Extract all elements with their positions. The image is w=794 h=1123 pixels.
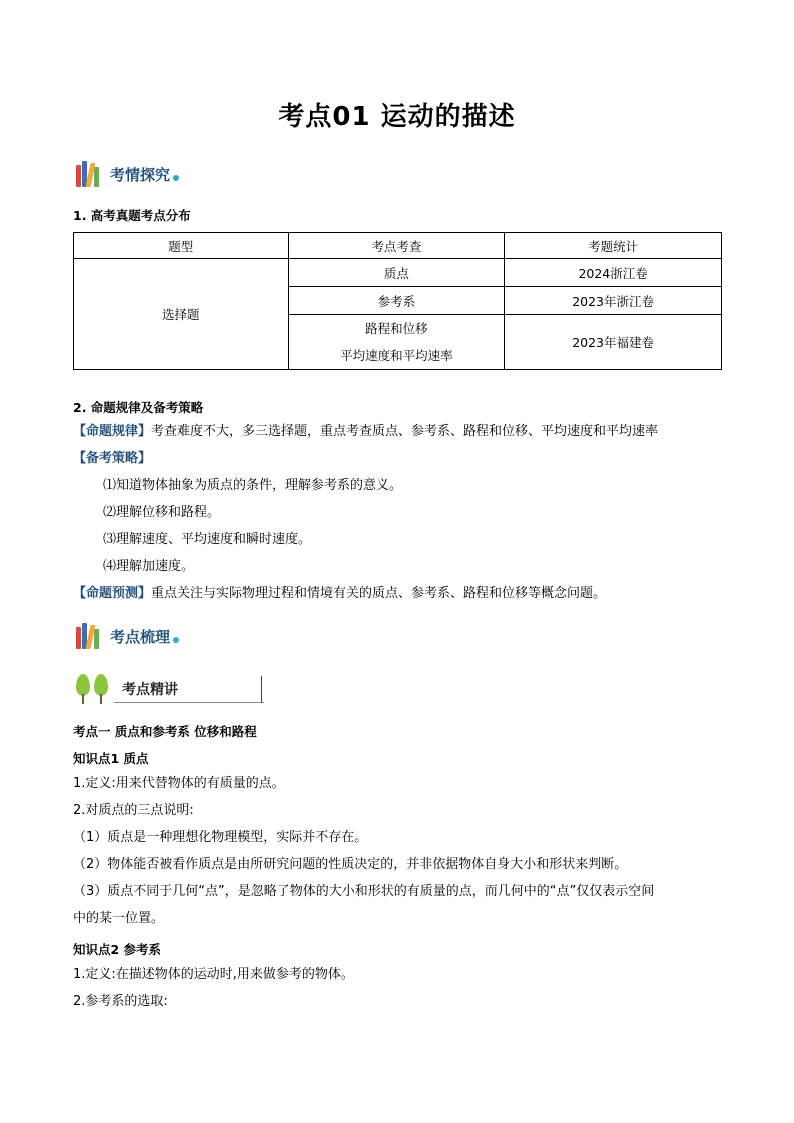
body-line: 2.参考系的选取: (73, 994, 168, 1009)
cell-line: 路程和位移 (365, 321, 428, 336)
prediction-paragraph (73, 581, 606, 607)
strategy-heading (73, 446, 151, 472)
body-line: 中的某一位置。 (73, 911, 165, 926)
table-header: 题型 (74, 233, 289, 259)
section-heading-key-points (74, 670, 194, 706)
section-label: 考情探究 (110, 165, 171, 184)
dot-icon (173, 175, 179, 181)
body-line: （3）质点不同于几何“点”，是忽略了物体的大小和形状的有质量的点，而几何中的“点”仅仅表示空间 (73, 884, 655, 899)
table-cell-type: 选择题 (74, 259, 289, 370)
section-heading-review (76, 622, 179, 650)
body-line: 1.定义:用来代替物体的有质量的点。 (73, 776, 285, 791)
body-line: （2）物体能否被看作质点是由所研究问题的性质决定的，并非依据物体自身大小和形状来判断。 (73, 857, 628, 872)
body-line: （1）质点是一种理想化物理模型，实际并不存在。 (73, 830, 368, 845)
section-heading-exam-analysis (76, 160, 179, 188)
table-header: 考题统计 (505, 233, 722, 259)
strategy-item: ⑷理解加速度。 (103, 559, 195, 574)
page-title: 考点01 运动的描述 (278, 102, 516, 132)
knowledge-heading: 知识点2 参考系 (73, 942, 162, 957)
table-cell-stat: 2023年浙江卷 (505, 287, 722, 315)
body-line: 1.定义:在描述物体的运动时,用来做参考的物体。 (73, 967, 354, 982)
divider (261, 676, 262, 702)
strategy-item: ⑴知道物体抽象为质点的条件，理解参考系的意义。 (103, 478, 403, 493)
subheading-exam-distribution: 1. 高考真题考点分布 (73, 208, 191, 223)
section-label: 考点梳理 (110, 627, 171, 646)
law-paragraph (73, 419, 658, 445)
table-header-row (74, 233, 722, 259)
prediction-text: 重点关注与实际物理过程和情境有关的质点、参考系、路程和位移等概念问题。 (151, 586, 607, 601)
table-row (74, 259, 722, 287)
table-cell-topic: 参考系 (288, 287, 505, 315)
table-cell-topic (288, 315, 505, 370)
table-cell-stat: 2023年福建卷 (505, 315, 722, 370)
tag-label: 【命题规律】 (73, 424, 152, 439)
books-icon (76, 161, 108, 187)
divider (114, 702, 264, 703)
table-cell-stat: 2024浙江卷 (505, 259, 722, 287)
table-header: 考点考查 (288, 233, 505, 259)
books-icon (76, 623, 108, 649)
point-heading: 考点一 质点和参考系 位移和路程 (73, 724, 257, 739)
subheading-law-strategy: 2. 命题规律及备考策略 (73, 400, 204, 415)
cell-line: 平均速度和平均速率 (340, 348, 453, 363)
strategy-item: ⑶理解速度、平均速度和瞬时速度。 (103, 532, 312, 547)
strategy-item: ⑵理解位移和路程。 (103, 505, 221, 520)
tag-label: 【命题预测】 (73, 586, 152, 601)
section-label: 考点精讲 (122, 682, 178, 698)
knowledge-heading: 知识点1 质点 (73, 751, 149, 766)
exam-distribution-table (73, 232, 722, 370)
body-line: 2.对质点的三点说明: (73, 803, 194, 818)
dot-icon (173, 637, 179, 643)
law-text: 考查难度不大，多三选择题，重点考查质点、参考系、路程和位移、平均速度和平均速率 (151, 424, 659, 439)
table-cell-topic: 质点 (288, 259, 505, 287)
tag-label: 【备考策略】 (73, 451, 152, 466)
